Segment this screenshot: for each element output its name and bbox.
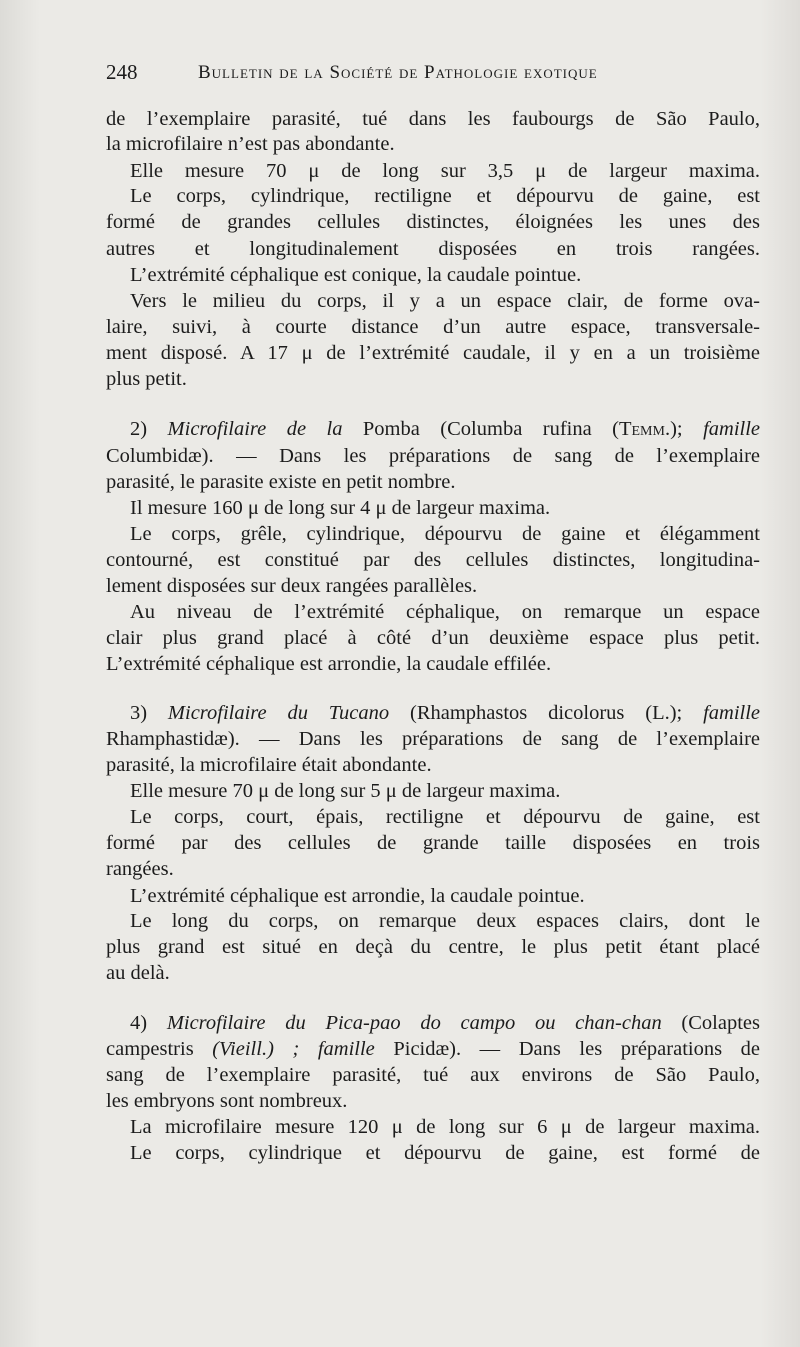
text-segment: Microfilaire de la xyxy=(167,418,343,440)
text-line xyxy=(106,366,760,392)
text-segment: Microfilaire du Tucano xyxy=(167,702,390,724)
text-segment: Le long du corps, on remarque deux espaces clairs, dont le xyxy=(130,910,760,932)
text-line xyxy=(106,340,760,366)
text-line xyxy=(106,960,760,986)
text-line xyxy=(106,469,760,495)
text-segment: Elle mesure 70 μ de long sur 5 μ de largeur maxima. xyxy=(130,780,561,802)
text-segment: ment disposé. A 17 μ de l’extrémité caudale, il y en a un troisième xyxy=(106,342,760,364)
text-segment: Microfilaire du Pica-pao do campo ou chan-chan xyxy=(166,1012,662,1034)
text-segment: plus grand est situé en deçà du centre, le plus petit étant placé xyxy=(106,936,760,958)
text-line xyxy=(106,726,760,752)
text-segment: famille xyxy=(703,702,760,724)
text-line xyxy=(106,651,760,677)
text-segment: formé de grandes cellules distinctes, éloignées les unes des xyxy=(106,211,760,233)
text-segment: Au niveau de l’extrémité céphalique, on remarque un espace xyxy=(130,601,760,623)
text-segment: Rhamphastidæ). — Dans les préparations de sang de l’exemplaire xyxy=(106,728,760,750)
text-segment: ); xyxy=(670,418,704,440)
text-segment: Columbidæ). — Dans les préparations de sang de l’exemplaire xyxy=(106,445,760,467)
text-line xyxy=(106,830,760,856)
text-segment: laire, suivi, à courte distance d’un autre espace, transversale- xyxy=(106,316,760,338)
text-line xyxy=(106,1088,760,1114)
text-segment: Temm. xyxy=(618,418,671,440)
text-segment: (Rhamphastos dicolorus (L.); xyxy=(389,702,704,724)
text-segment: plus petit. xyxy=(106,368,187,390)
text-line xyxy=(130,599,760,625)
text-line xyxy=(106,131,760,157)
text-segment: Pomba (Columba rufina ( xyxy=(342,418,619,440)
text-segment: campestris xyxy=(106,1038,213,1060)
text-line xyxy=(106,573,760,599)
text-segment: (Colaptes xyxy=(661,1012,760,1034)
text-segment: Vers le milieu du corps, il y a un espace clair, de forme ova- xyxy=(130,290,760,312)
text-segment: (Vieill.) ; famille xyxy=(212,1038,375,1060)
text-segment: la microfilaire n’est pas abondante. xyxy=(106,133,395,155)
text-segment: famille xyxy=(703,418,760,440)
text-segment: rangées. xyxy=(106,858,174,880)
text-segment: formé par des cellules de grande taille disposées en trois xyxy=(106,832,760,854)
text-line xyxy=(106,934,760,960)
text-segment: 2) xyxy=(130,418,168,440)
page-number: 248 xyxy=(106,60,138,84)
text-line xyxy=(106,443,760,469)
text-line xyxy=(130,416,760,442)
text-segment: Le corps, grêle, cylindrique, dépourvu de gaine et élégamment xyxy=(130,523,760,545)
text-line xyxy=(106,209,760,235)
text-line xyxy=(130,1010,760,1036)
text-line xyxy=(130,804,760,830)
text-segment: de l’exemplaire parasité, tué dans les faubourgs de São Paulo, xyxy=(106,108,760,130)
text-segment: La microfilaire mesure 120 μ de long sur 6 μ de largeur maxima. xyxy=(130,1116,760,1138)
text-line xyxy=(106,625,760,651)
text-segment: L’extrémité céphalique est conique, la caudale pointue. xyxy=(130,264,582,286)
text-line xyxy=(130,778,760,804)
text-segment: contourné, est constitué par des cellules distinctes, longitudina- xyxy=(106,549,760,571)
text-segment: clair plus grand placé à côté d’un deuxième espace plus petit. xyxy=(106,627,760,649)
text-segment: Le corps, cylindrique, rectiligne et dépourvu de gaine, est xyxy=(130,185,760,207)
text-segment: Il mesure 160 μ de long sur 4 μ de largeur maxima. xyxy=(130,497,551,519)
text-line xyxy=(106,236,760,262)
text-line xyxy=(130,908,760,934)
text-line xyxy=(106,547,760,573)
text-line xyxy=(106,1062,760,1088)
text-segment: Picidæ). — Dans les préparations de xyxy=(374,1038,760,1060)
text-line xyxy=(130,262,760,288)
text-segment: Elle mesure 70 μ de long sur 3,5 μ de largeur maxima. xyxy=(130,160,760,182)
text-segment: L’extrémité céphalique est arrondie, la caudale pointue. xyxy=(130,885,585,907)
text-segment: parasité, le parasite existe en petit nombre. xyxy=(106,471,456,493)
text-line xyxy=(130,288,760,314)
text-segment: sang de l’exemplaire parasité, tué aux environs de São Paulo, xyxy=(106,1064,760,1086)
text-segment: Le corps, court, épais, rectiligne et dépourvu de gaine, est xyxy=(130,806,760,828)
text-line xyxy=(130,1114,760,1140)
text-line xyxy=(130,521,760,547)
text-line xyxy=(130,158,760,184)
text-line xyxy=(130,883,760,909)
text-line xyxy=(106,856,760,882)
text-segment: 3) xyxy=(130,702,168,724)
text-line xyxy=(130,1140,760,1166)
text-segment: L’extrémité céphalique est arrondie, la caudale effilée. xyxy=(106,653,552,675)
text-segment: parasité, la microfilaire était abondante. xyxy=(106,754,432,776)
text-line xyxy=(106,752,760,778)
text-segment: les embryons sont nombreux. xyxy=(106,1090,348,1112)
text-segment: autres et longitudinalement disposées en trois rangées. xyxy=(106,238,760,260)
text-line xyxy=(130,700,760,726)
running-head: Bulletin de la Société de Pathologie exotique xyxy=(198,62,598,83)
text-segment: 4) xyxy=(130,1012,167,1034)
text-segment: Le corps, cylindrique et dépourvu de gaine, est formé de xyxy=(130,1142,760,1164)
text-line xyxy=(106,106,760,132)
text-line xyxy=(106,1036,760,1062)
text-segment: lement disposées sur deux rangées parallèles. xyxy=(106,575,478,597)
text-line xyxy=(130,495,760,521)
text-segment: au delà. xyxy=(106,962,170,984)
text-line xyxy=(106,314,760,340)
text-line xyxy=(130,183,760,209)
